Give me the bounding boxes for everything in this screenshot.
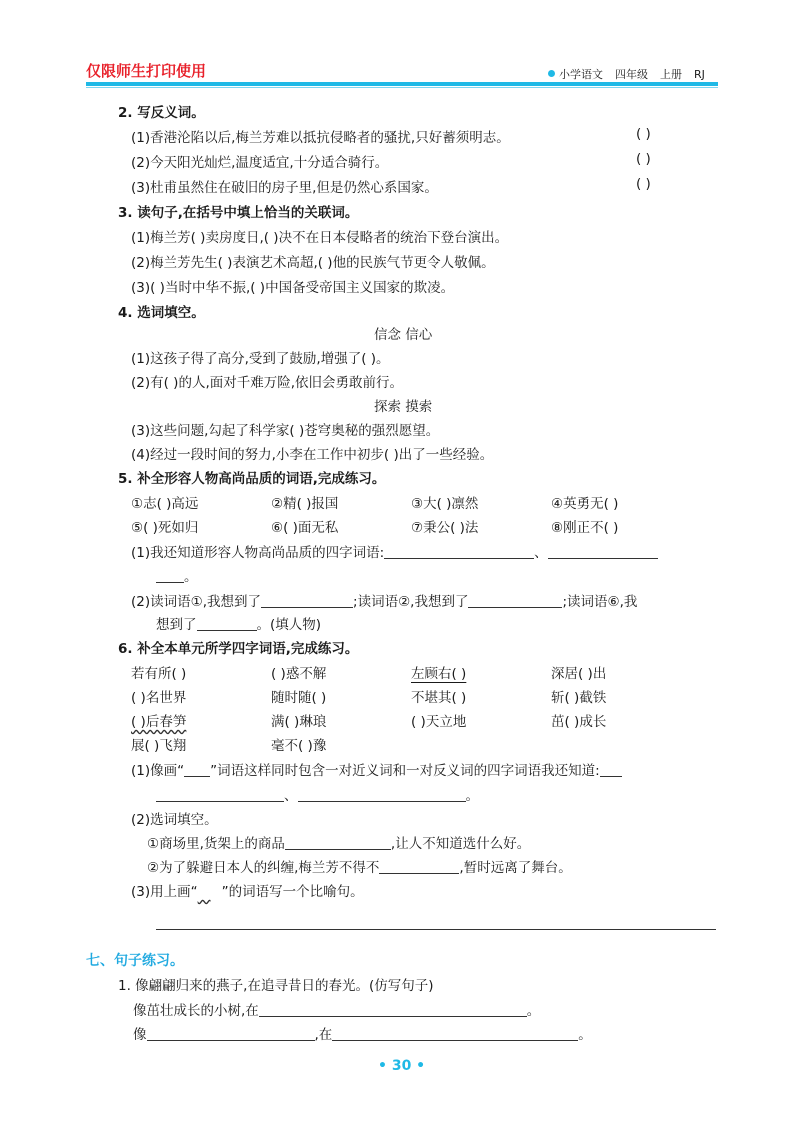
q6-sub2-item-1-blank[interactable]	[285, 835, 391, 850]
q2-title: 2. 写反义词。	[118, 105, 205, 121]
q6-sub1-end: 。	[465, 788, 479, 804]
q4-item-1[interactable]: (1)这孩子得了高分,受到了鼓励,增强了( )。	[131, 351, 390, 367]
header-print-notice: 仅限师生打印使用	[86, 62, 207, 80]
q6-sub1-blank-2[interactable]	[298, 787, 466, 802]
q2-item-3-answer[interactable]: ( )	[636, 176, 651, 192]
q6-sub1	[131, 759, 622, 779]
q5-word-6[interactable]: ⑥( )面无私	[271, 520, 339, 536]
q6-title: 6. 补全本单元所学四字词语,完成练习。	[118, 641, 359, 657]
q5-sub2-prompt-2: ;读词语②,我想到了	[353, 594, 469, 610]
q6-word-r2c3[interactable]: 不堪其( )	[411, 690, 467, 706]
q6-sub2-item-2-end: ,暂时远离了舞台。	[459, 860, 572, 876]
q6-word-r3c1-wavy[interactable]: ( )后春笋	[131, 714, 187, 730]
q5-sub2-blank-3[interactable]	[197, 616, 257, 631]
sec7-q1-line-2-prompt-2: ,在	[314, 1027, 333, 1043]
q6-word-r3c4[interactable]: 茁( )成长	[551, 714, 607, 730]
q6-word-r1c1[interactable]: 若有所( )	[131, 666, 187, 682]
q6-word-r4c1[interactable]: 展( )飞翔	[131, 738, 187, 754]
q5-sub2-blank-2[interactable]	[468, 593, 562, 608]
sec7-q1-line-2-blank-1[interactable]	[147, 1026, 315, 1041]
q6-sub1-cont	[156, 784, 479, 804]
q3-item-1[interactable]: (1)梅兰芳( )卖房度日,( )决不在日本侵略者的统治下登台演出。	[131, 230, 509, 246]
q4-item-3[interactable]: (3)这些问题,勾起了科学家( )苍穹奥秘的强烈愿望。	[131, 423, 440, 439]
q6-sub2-item-1	[147, 832, 530, 852]
bullet-icon	[548, 70, 555, 77]
q4-item-2[interactable]: (2)有( )的人,面对千难万险,依旧会勇敢前行。	[131, 375, 404, 391]
q6-word-r1c3-underlined[interactable]: 左顾右( )	[411, 666, 467, 682]
q2-item-3: (3)杜甫虽然住在破旧的房子里,但是仍然心系国家。	[131, 180, 438, 196]
q5-word-3[interactable]: ③大( )凛然	[411, 496, 479, 512]
header-edition: RJ	[694, 68, 705, 81]
q6-word-r1c2[interactable]: ( )惑不解	[271, 666, 327, 682]
q4-word-bank-1: 信念 信心	[374, 327, 433, 343]
q5-sub1-prompt: (1)我还知道形容人物高尚品质的四字词语:	[131, 545, 385, 561]
q4-title: 4. 选词填空。	[118, 305, 205, 321]
q4-word-bank-2: 探索 摸索	[374, 399, 433, 415]
q6-sub2-item-1-prompt: ①商场里,货架上的商品	[147, 836, 285, 852]
header-volume: 上册	[660, 68, 682, 81]
q5-word-2[interactable]: ②精( )报国	[271, 496, 339, 512]
q2-item-1-answer[interactable]: ( )	[636, 126, 651, 142]
sec7-q1-line-2-blank-2[interactable]	[332, 1026, 578, 1041]
q6-sub1-blank-1b[interactable]	[156, 787, 284, 802]
q6-sub3-prompt-1: (3)用上画“	[131, 884, 198, 900]
q5-word-4[interactable]: ④英勇无( )	[551, 496, 619, 512]
q5-sub2-blank-1[interactable]	[261, 593, 353, 608]
sec7-q1-title: 1. 像翩翩归来的燕子,在追寻昔日的春光。(仿写句子)	[118, 978, 434, 994]
q5-sub2-prompt-1: (2)读词语①,我想到了	[131, 594, 262, 610]
q6-sub1-prompt-1: (1)像画“	[131, 763, 185, 779]
q6-word-r3c3[interactable]: ( )天立地	[411, 714, 467, 730]
q6-sub1-prompt-2: ”词语这样同时包含一对近义词和一对反义词的四字词语我还知道:	[210, 763, 600, 779]
q5-sub1-end: 。	[184, 569, 198, 585]
q5-sub1	[131, 541, 658, 561]
q6-sub2-item-2-blank[interactable]	[379, 859, 459, 874]
q6-sub2-item-1-end: ,让人不知道选什么好。	[390, 836, 531, 852]
header-course-info	[548, 66, 705, 82]
q5-sub1-blank-1[interactable]	[384, 544, 534, 559]
q6-sub3-answer-line[interactable]	[156, 929, 716, 930]
page-number: • 30 •	[378, 1058, 426, 1074]
q6-sub1-sep: 、	[284, 788, 298, 804]
sec7-q1-line-1-blank[interactable]	[259, 1002, 527, 1017]
q3-item-3[interactable]: (3)( )当时中华不振,( )中国备受帝国主义国家的欺凌。	[131, 280, 455, 296]
sec7-q1-line-2-end: 。	[578, 1027, 592, 1043]
header-divider-thin	[86, 87, 718, 88]
q5-sub1-cont	[156, 565, 198, 585]
sec7-q1-line-1	[133, 999, 540, 1019]
q2-item-2-answer[interactable]: ( )	[636, 151, 651, 167]
q6-sub2-item-2	[147, 856, 572, 876]
q6-word-r2c4[interactable]: 斩( )截铁	[551, 690, 607, 706]
q3-item-2[interactable]: (2)梅兰芳先生( )表演艺术高超,( )他的民族气节更令人敬佩。	[131, 255, 495, 271]
q4-item-4[interactable]: (4)经过一段时间的努力,小李在工作中初步( )出了一些经验。	[131, 447, 494, 463]
header-grade: 四年级	[615, 68, 648, 81]
q6-sub3-wavy-sample	[198, 884, 222, 900]
q2-item-2: (2)今天阳光灿烂,温度适宜,十分适合骑行。	[131, 155, 389, 171]
q5-sub1-sep: 、	[534, 545, 548, 561]
q6-sub3-prompt-2: ”的词语写一个比喻句。	[221, 884, 364, 900]
sec7-q1-line-1-prompt: 像茁壮成长的小树,在	[133, 1003, 259, 1019]
q6-sub2-title: (2)选词填空。	[131, 812, 218, 828]
q6-sub3	[131, 880, 364, 900]
q6-sub2-item-2-prompt: ②为了躲避日本人的纠缠,梅兰芳不得不	[147, 860, 380, 876]
q5-sub2-prompt-4: 想到了	[156, 617, 197, 633]
q5-sub1-blank-2a[interactable]	[548, 544, 658, 559]
q3-title: 3. 读句子,在括号中填上恰当的关联词。	[118, 205, 359, 221]
sec7-q1-line-2-prompt-1: 像	[133, 1027, 147, 1043]
sec7-q1-line-2	[133, 1023, 592, 1043]
q5-sub2-hint: 。(填人物)	[256, 617, 322, 633]
q5-word-1[interactable]: ①志( )高远	[131, 496, 199, 512]
q6-word-r2c2[interactable]: 随时随( )	[271, 690, 327, 706]
q5-title: 5. 补全形容人物高尚品质的词语,完成练习。	[118, 471, 386, 487]
q5-sub2-cont	[156, 613, 321, 633]
q6-word-r1c4[interactable]: 深居( )出	[551, 666, 607, 682]
q6-word-r2c1[interactable]: ( )名世界	[131, 690, 187, 706]
header-divider	[86, 82, 718, 86]
q5-sub2	[131, 590, 637, 610]
section-7-title: 七、句子练习。	[86, 953, 184, 969]
sec7-q1-line-1-end: 。	[526, 1003, 541, 1019]
q6-sub1-underline-sample	[184, 762, 210, 777]
q2-item-1: (1)香港沦陷以后,梅兰芳难以抵抗侵略者的骚扰,只好蓄须明志。	[131, 130, 510, 146]
header-subject: 小学语文	[559, 68, 603, 81]
q6-word-r3c2[interactable]: 满( )琳琅	[271, 714, 327, 730]
q5-word-8[interactable]: ⑧刚正不( )	[551, 520, 619, 536]
q5-word-7[interactable]: ⑦秉公( )法	[411, 520, 479, 536]
q5-sub2-prompt-3: ;读词语⑥,我	[562, 594, 638, 610]
q6-sub1-blank-1a[interactable]	[600, 762, 622, 777]
q5-word-5[interactable]: ⑤( )死如归	[131, 520, 199, 536]
q5-sub1-blank-2b[interactable]	[156, 568, 184, 583]
q6-word-r4c2[interactable]: 毫不( )豫	[271, 738, 327, 754]
